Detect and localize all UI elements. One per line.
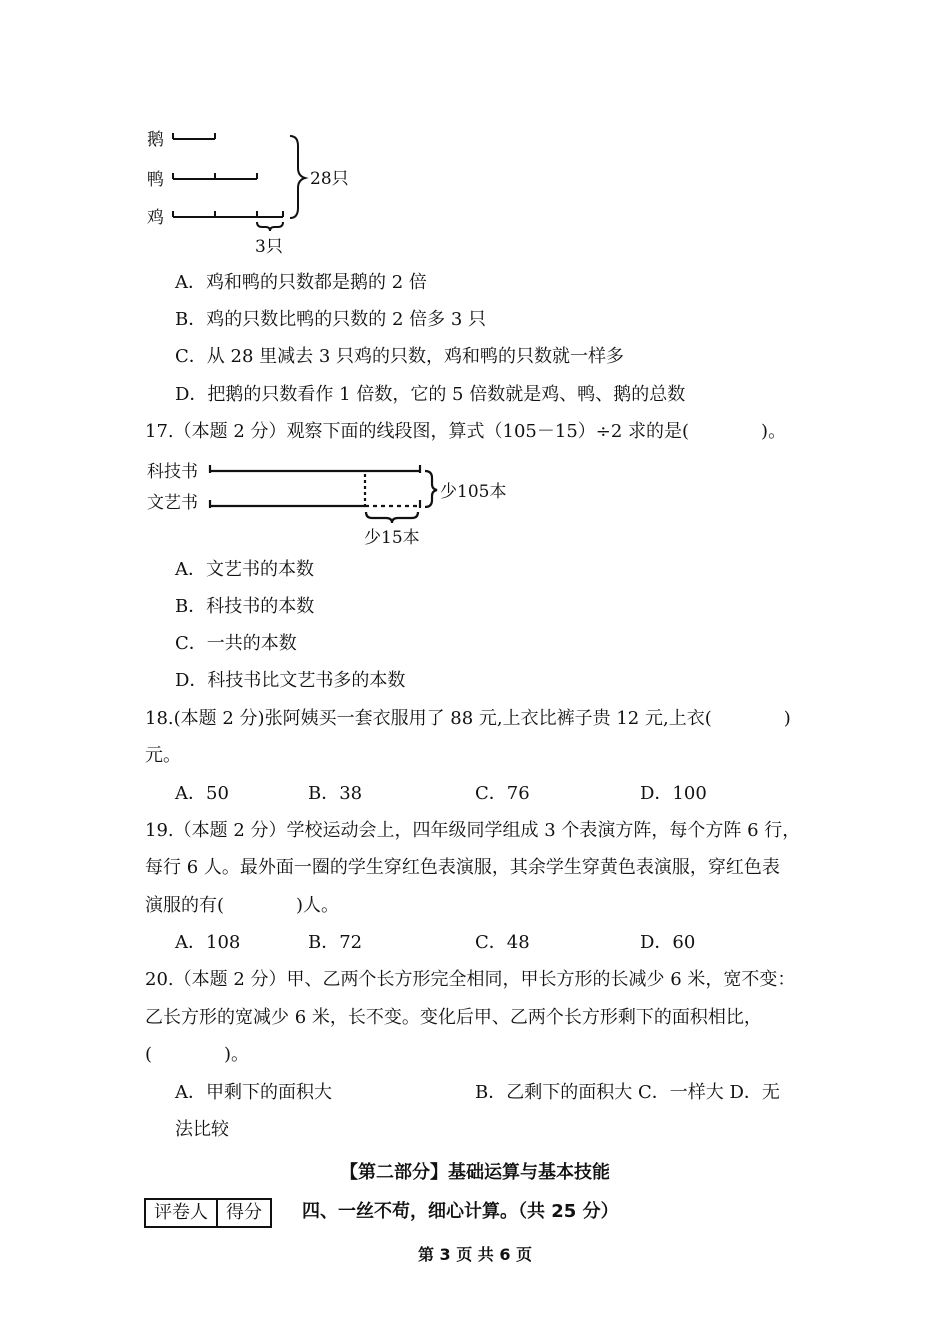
q16-option-d: D．把鹅的只数看作 1 倍数，它的 5 倍数就是鸡、鸭、鹅的总数: [175, 384, 686, 405]
q16-option-b: B．鸡的只数比鸭的只数的 2 倍多 3 只: [175, 309, 487, 330]
label-tech: 科技书: [147, 462, 198, 482]
grader-box: [144, 1198, 272, 1228]
q20-stem-line1: 20.（本题 2 分）甲、乙两个长方形完全相同，甲长方形的长减少 6 米，宽不变：: [145, 969, 796, 990]
q17-diagram: [210, 465, 437, 523]
q20-option-a: A．甲剩下的面积大: [175, 1082, 332, 1103]
label-chicken: 鸡: [147, 208, 164, 228]
q19-option-d: D．60: [640, 932, 696, 953]
label-total-less: 少105本: [440, 482, 507, 502]
total-brace: [290, 136, 305, 218]
section-heading: 四、一丝不苟，细心计算。（共 25 分）: [302, 1201, 619, 1222]
q18-option-d: D．100: [640, 783, 707, 804]
q18-stem-line2: 元。: [145, 745, 181, 766]
q19-option-b: B．72: [308, 932, 363, 953]
q17-option-c: C．一共的本数: [175, 633, 297, 654]
q19-option-a: A．108: [175, 932, 241, 953]
q19-stem-line1: 19.（本题 2 分）学校运动会上，四年级同学组成 3 个表演方阵，每个方阵 6 行，: [145, 820, 801, 841]
label-extra: 3只: [255, 237, 283, 257]
q18-option-b: B．38: [308, 783, 363, 804]
label-goose: 鹅: [147, 130, 164, 150]
label-art: 文艺书: [147, 493, 198, 513]
q16-option-a: A．鸡和鸭的只数都是鹅的 2 倍: [175, 272, 427, 293]
q17-stem: 17.（本题 2 分）观察下面的线段图，算式（105－15）÷2 求的是( )。: [145, 421, 787, 442]
label-diff-less: 少15本: [364, 528, 420, 548]
tech-art-brace: [425, 471, 437, 507]
q19-stem-line2: 每行 6 人。最外面一圈的学生穿红色表演服，其余学生穿黄色表演服，穿红色表: [145, 857, 780, 878]
extra-brace: [257, 222, 283, 231]
q18-stem-line1: 18.(本题 2 分)张阿姨买一套衣服用了 88 元,上衣比裤子贵 12 元,上衣( ): [145, 708, 791, 729]
q18-option-a: A．50: [175, 783, 229, 804]
q18-option-c: C．76: [475, 783, 530, 804]
q20-option-bcd: B．乙剩下的面积大 C．一样大 D．无: [475, 1082, 780, 1103]
q17-option-d: D．科技书比文艺书多的本数: [175, 670, 406, 691]
label-duck: 鸭: [147, 170, 164, 190]
page-number: 第 3 页 共 6 页: [417, 1245, 533, 1264]
label-total: 28只: [310, 169, 349, 189]
q20-stem-line2: 乙长方形的宽减少 6 米，长不变。变化后甲、乙两个长方形剩下的面积相比，: [145, 1007, 762, 1028]
q19-option-c: C．48: [475, 932, 530, 953]
q17-option-b: B．科技书的本数: [175, 596, 315, 617]
q19-stem-line3: 演服的有( )人。: [145, 895, 340, 916]
diff-brace: [366, 512, 418, 523]
q16-option-c: C．从 28 里减去 3 只鸡的只数，鸡和鸭的只数就一样多: [175, 346, 625, 367]
score-label: 得分: [216, 1200, 270, 1226]
q20-option-wrap: 法比较: [175, 1119, 229, 1140]
q17-option-a: A．文艺书的本数: [175, 559, 314, 580]
section-title: 【第二部分】基础运算与基本技能: [340, 1162, 610, 1183]
grader-label: 评卷人: [154, 1202, 208, 1223]
q20-stem-line3: ( )。: [145, 1044, 250, 1065]
